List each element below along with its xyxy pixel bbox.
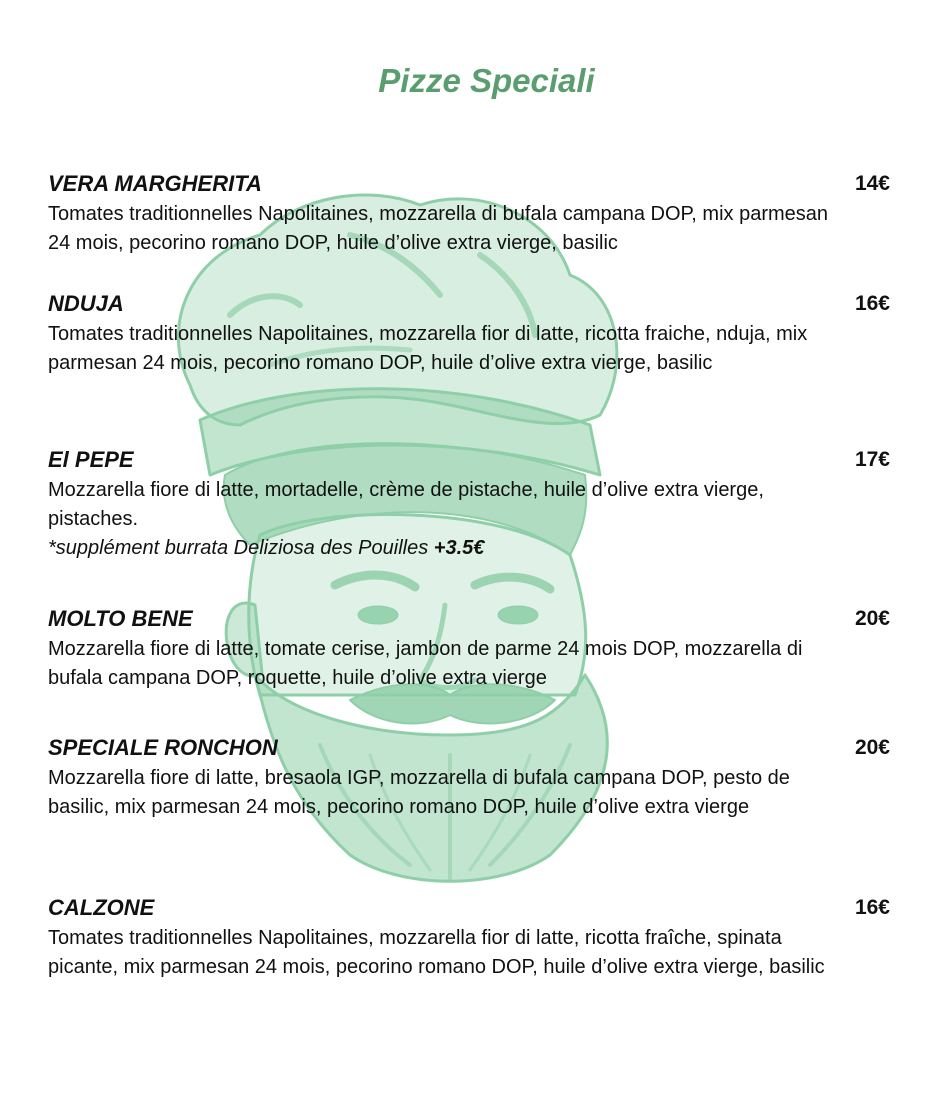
item-name: VERA MARGHERITA: [48, 171, 262, 196]
supplement-text: *supplément burrata Deliziosa des Pouilles: [48, 537, 429, 559]
item-description: Tomates traditionnelles Napolitaines, mozzarella fior di latte, ricotta fraîche, spinata picante, mix parmesan 24 mois, pecorino romano DOP, huile d’olive extra vierge, basilic: [48, 927, 825, 978]
menu-item-calzone: [48, 894, 894, 982]
item-price: 16€: [854, 292, 890, 315]
item-price: 20€: [854, 607, 890, 630]
item-name: MOLTO BENE: [48, 606, 193, 631]
supplement-price: +3.5€: [433, 537, 485, 559]
menu-item-el-pepe: [48, 446, 894, 563]
item-description: Mozzarella fiore di latte, tomate cerise, jambon de parme 24 mois DOP, mozzarella di bufala campana DOP, roquette, huile d’olive extra vierge: [48, 638, 803, 689]
menu-item-molto-bene: [48, 605, 894, 693]
item-description: Mozzarella fiore di latte, mortadelle, crème de pistache, huile d’olive extra vierge, pistaches.: [48, 479, 764, 530]
item-price: 20€: [854, 736, 890, 759]
item-name: CALZONE: [48, 895, 155, 920]
item-name: El PEPE: [48, 447, 134, 472]
page-title: Pizze Speciali: [378, 62, 595, 99]
item-description: Mozzarella fiore di latte, bresaola IGP, mozzarella di bufala campana DOP, pesto de basilic, mix parmesan 24 mois, pecorino romano DOP, huile d’olive extra vierge: [48, 767, 790, 818]
item-name: NDUJA: [48, 291, 124, 316]
item-supplement-note: [48, 534, 894, 563]
menu-item-nduja: [48, 290, 894, 378]
item-price: 17€: [854, 448, 890, 471]
item-name: SPECIALE RONCHON: [48, 735, 278, 760]
item-price: 14€: [854, 172, 890, 195]
item-price: 16€: [854, 896, 890, 919]
item-description: Tomates traditionnelles Napolitaines, mozzarella di bufala campana DOP, mix parmesan 24 mois, pecorino romano DOP, huile d’olive extra vierge, basilic: [48, 203, 829, 254]
menu-item-speciale-ronchon: [48, 734, 894, 822]
menu-item-vera-margherita: [48, 170, 894, 258]
item-description: Tomates traditionnelles Napolitaines, mozzarella fior di latte, ricotta fraiche, nduja, mix parmesan 24 mois, pecorino romano DOP, huile d’olive extra vierge, basilic: [48, 323, 808, 374]
